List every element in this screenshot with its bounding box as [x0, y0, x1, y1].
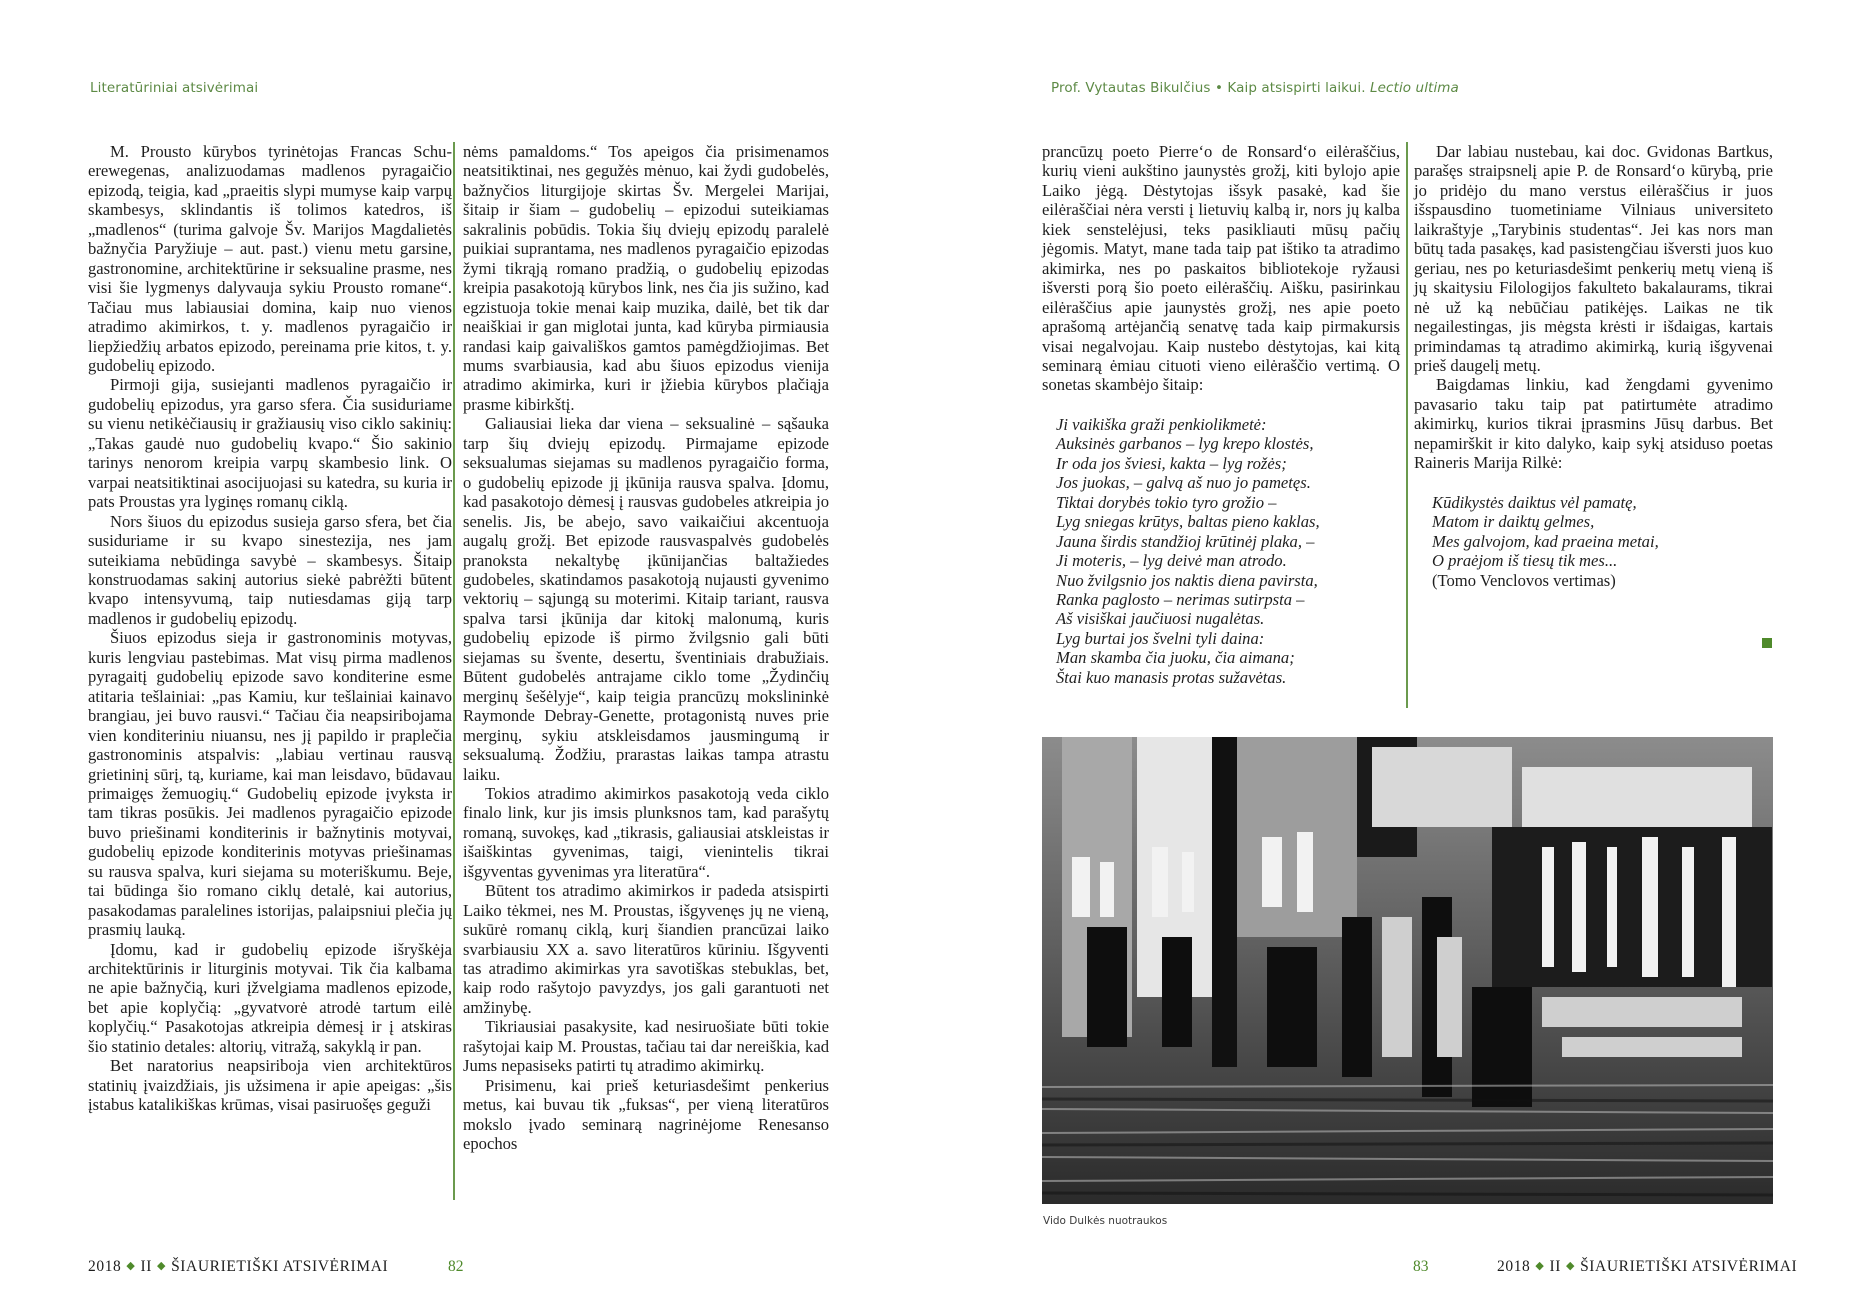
running-head-right: [1051, 80, 1459, 96]
poem-line: Štai kuo manasis protas sužavėtas.: [1056, 667, 1287, 687]
column-2: [463, 142, 829, 1154]
poem-line: Ranka paglosto – nerimas sutirpsta –: [1056, 589, 1305, 609]
poem-line: Matom ir daiktų gelmes,: [1432, 512, 1595, 532]
poem-line: Man skamba čia juoku, čia aimana;: [1056, 648, 1295, 668]
paragraph: Baigdamas linkiu, kad žengdami gyvenimo pavasario taku taip pat patirtumėte atradimo akimirkų, kurios tikrai įprasmins Jūsų darbus. Bet nepamirškit ir kito dalyko, kaip sykį atsiduso poetas Raineris Marija Rilkė:: [1414, 375, 1773, 473]
poem-line: Lyg sniegas krūtys, baltas pieno kaklas,: [1056, 512, 1320, 532]
footer-year: 2018: [88, 1258, 122, 1275]
paragraph: Įdomu, kad ir gudobelių epizode išryškėja architektūrinis ir liturginis motyvai. Tik čia kalbama ne apie bažnyčią, kuri įžvelgiama madlenos epizode, bet apie koplyčią: „gyvatvorė atrodė tartum eilė koplyčių.“ Pasakotojas atkreipia dėmesį ir į atskiras šio statinio detales: altorių, vitražą, sakyklą ir pan.: [88, 939, 452, 1056]
footer-right: [1497, 1258, 1797, 1276]
poem-line: Jauna širdis standžioj krūtinėj plaka, –: [1056, 531, 1315, 551]
poem-line: Aš visiškai jaučiuosi nugalėtas.: [1056, 609, 1265, 629]
poem-line: O praėjom iš tiesų tik mes...: [1432, 551, 1618, 571]
footer-issue: II: [1549, 1258, 1561, 1275]
paragraph: Bet naratorius neapsiriboja vien architektūros statinių įvaizdžiais, jis užsimena ir apie apeigas: „šis įstabus katalikiškas krūmas, visai pasiruošęs geguži: [88, 1056, 452, 1115]
running-head-title: Kaip atsispirti laikui.: [1227, 80, 1366, 96]
left-page: [0, 0, 930, 1316]
paragraph: Dar labiau nustebau, kai doc. Gvidonas Bartkus, parašęs straipsnelį apie P. de Ronsard‘o kūrybą, prie jo pridėjo du mano verstus eilėraščius ir juos išspausdino tuometiniame Vilniaus universiteto laikraštyje „Tarybinis studentas“. Jei kas nors man būtų tada pasakęs, kad pasistengčiau išversti juos kuo geriau, nes po keturiasdešimt penkerių metų vieną iš jų skaitysiu Filologijos fakulteto bakalaurams, tikrai nė už ką nebūčiau patikėjęs. Laikas ne tik negailestingas, jis mėgsta krėsti ir išdaigas, kartais primindamas tą atradimo akimirką, kurią išgyvenai prieš daugelį metų.: [1414, 142, 1773, 375]
poem-line: Tiktai dorybės tokio tyro grožio –: [1056, 492, 1277, 512]
diamond-icon: ◆: [1566, 1260, 1576, 1272]
paragraph: Pirmoji gija, susiejanti madlenos pyragaičio ir gudobelių epizodus, yra garso sfera. Čia susiduriame su vienu netikėčiausių ir gražiausių viso ciklo sakinių: „Takas gaudė nuo gudobelių kvapo.“ Šio sakinio tarinys nenorom kreipia varpų skambesio link. O varpai neatsitiktinai asocijuojasi su katedra, su kuria ir pats Proustas yra lyginęs romanų ciklą.: [88, 375, 452, 512]
poem-line: Auksinės garbanos – lyg krepo klostės,: [1056, 434, 1314, 454]
running-head-title-italic: Lectio ultima: [1370, 80, 1459, 96]
sonnet: [1056, 415, 1400, 687]
paragraph: nėms pamaldoms.“ Tos apeigos čia prisimenamos neatsitiktinai, nes gegužės mėnuo, kai žydi gudobelės, bažnyčios liturgijoje skirtas Šv. Mergelei Marijai, šitaip ir šiam – gudobelių – epizodui suteikiamas sakralinis pobūdis. Tokia šių dviejų epizodų paralelė puikiai suprantama, nes madlenos pyragaičio epizodas žymi tikrąją romano pradžią, o gudobelių epizodas kreipia pasakotoją kūrybos link, nes čia jis sužino, kad egzistuoja tokie menai kaip muzika, dailė, bet tik dar neaiškiai ir gan miglotai junta, kad kūryba pirmiausia randasi kaip gaivališkos gamtos pamėgdžiojimas. Bet mums svarbiausia, kad abu šiuos epizodus vienija atradimo akimirka, kuri ir įžiebia kūrybos plačiąja prasme kibirkštį.: [463, 142, 829, 414]
poem-line: Jos juokas, – galvą aš nuo jo pametęs.: [1056, 473, 1311, 493]
photo-water-reflection: [1042, 737, 1773, 1204]
end-of-article-square-icon: [1762, 638, 1772, 648]
footer-left: [88, 1258, 388, 1276]
poem-line: Ir oda jos šviesi, kakta – lyg rožės;: [1056, 453, 1287, 473]
page-number-left: 82: [448, 1258, 464, 1275]
paragraph: Tikriausiai pasakysite, kad nesiruošiate būti tokie rašytojai kaip M. Proustas, tačiau tai dar nereiškia, kad Jums nepasiseks patirti tų atradimo akimirkų.: [463, 1017, 829, 1076]
paragraph: Būtent tos atradimo akimirkos ir padeda atsispirti Laiko tėkmei, nes M. Proustas, išgyvenęs jų ne vieną, sukūrė romanų ciklą, kurį šiandien prancūzai laiko svarbiausiu XX a. savo literatūros kūriniu. Išgyventi tas atradimo akimirkas yra savotiškas stebuklas, bet, kaip rodo rašytojo pavyzdys, jos gali garantuoti net amžinybę.: [463, 881, 829, 1017]
diamond-icon: ◆: [126, 1260, 136, 1272]
paragraph: Tokios atradimo akimirkos pasakotoją veda ciklo finalo link, kur jis imsis plunksnos tam, kad parašytų romaną, suvokęs, kad „tikrasis, galiausiai atskleistas ir išaiškintas gyvenimas, taigi, vienintelis tikrai išgyventas gyvenimas yra literatūra“.: [463, 783, 829, 881]
column-divider-left: [453, 142, 455, 1200]
poem-line: Nuo žvilgsnio jos naktis diena pavirsta,: [1056, 570, 1318, 590]
paragraph: prancūzų poeto Pierre‘o de Ronsard‘o eilėraščius, kurių vieni aukštino jaunystės grožį, kiti bylojo apie Laiko jėgą. Dėstytojas išsyk pasakė, kad šie eilėraščiai nėra versti į lietuvių kalbą ir, nors jų kalba kiek senstelėjusi, teks pasikliauti mūsų pačių jėgomis. Matyt, mane tada taip pat ištiko ta atradimo akimirka, nes po paskaitos bibliotekoje ryžausi išversti porą šio poeto eilėraščių. Aišku, pasirinkau eilėraščius apie jaunystės grožį, nes apie poeto aprašomą artėjančią senatvę tada kaip pirmakursis visai negalvojau. Kaip nustebo dėstytojas, kai kitą seminarą ėmiau cituoti vieno eilėraščio vertimą. O sonetas skambėjo šitaip:: [1042, 142, 1400, 395]
column-1: [88, 142, 452, 1115]
poem-line: Kūdikystės daiktus vėl pamatę,: [1432, 492, 1637, 512]
paragraph: Galiausiai lieka dar viena – seksualinė – sąšauka tarp šių dviejų epizodų. Pirmajame epizode seksualumas siejamas su madlenos pyragaičio forma, o gudobelių epizode jį įkūnija rausva spalva. Įdomu, kad pasakotojo dėmesį į rausvas gudobeles atkreipia jo senelis. Jis, be abejo, savo vaikaičiui akcentuoja augalų grožį. Bet epizode rausvaspalvės gudobelės pranokstа nekaltybę įkūnijančias baltažiedes gudobeles, skatindamos pasakotoją nujausti gyvenimo vektorių – sąjungą su moterimi. Kitaip tariant, rausva spalva tarsi įkūnija dar kitokį malonumą, kuris gudobelių epizode iš pirmo žvilgsnio gali būti siejamas su švente, desertu, šventiniais drabužiais. Būtent gudobelės antrajame ciklo tome „Žydinčių merginų šešėlyje“, kaip teigia prancūzų mokslininkė Raymonde Debray-Genette, protagonistą nuves prie merginų, sykiu atskleisdamos jausmingumą ir seksualumą. Žodžiu, prarastas laikas tampa atrastu laiku.: [463, 414, 829, 784]
diamond-icon: ◆: [157, 1260, 167, 1272]
paragraph: Šiuos epizodus sieja ir gastronominis motyvas, kuris lengviau pastebimas. Mat visų pirma madlenos pyragaitį gudobelių epizode savo konditerine esme atitaria tešlainiai: „pas Kamiu, kur tešlainiai kainavo brangiau, jei buvo rausvi.“ Tačiau čia neapsiribojama vien konditeriniu niuansu, nes jį papildo ir praplečia gastronominis atspalvis: „labiau vertinau rausvą grietininį sūrį, tą, kuriame, kai man leisdavo, būdavau primaigęs žemuogių.“ Gudobelių epizode įvyksta ir tam tikras posūkis. Jei madlenos pyragaičio epizode buvo priešinami konditerinis ir bažnytinis motyvai, gudobelių epizode konditerinis motyvas priešinamas su rausva spalva, kuri siejama su moteriškumu. Beje, tai būdinga šio romano ciklų detalė, kai autorius, pasakodamas paralelines istorijas, palaipsniui plečia jų prasmių lauką.: [88, 628, 452, 940]
photo-caption: Vido Dulkės nuotraukos: [1043, 1215, 1168, 1227]
page-number-right: 83: [1413, 1258, 1429, 1275]
footer-magazine: ŠIAURIETIŠKI ATSIVĖRIMAI: [1580, 1258, 1798, 1275]
footer-issue: II: [140, 1258, 152, 1275]
translation-credit: (Tomo Venclovos vertimas): [1432, 570, 1616, 590]
running-head-author: Prof. Vytautas Bikulčius: [1051, 80, 1211, 96]
column-3: [1042, 142, 1400, 687]
bullet-icon: •: [1214, 80, 1224, 96]
poem-line: Ji moteris, – lyg deivė man atrodo.: [1056, 551, 1287, 571]
diamond-icon: ◆: [1535, 1260, 1545, 1272]
rilke-quote: [1432, 493, 1773, 590]
running-head-left: Literatūriniai atsivėrimai: [90, 80, 259, 96]
footer-magazine: ŠIAURIETIŠKI ATSIVĖRIMAI: [171, 1258, 389, 1275]
poem-line: Ji vaikiška graži penkiolikmetė:: [1056, 414, 1267, 434]
right-page: [930, 0, 1861, 1316]
footer-year: 2018: [1497, 1258, 1531, 1275]
poem-line: Lyg burtai jos švelni tyli daina:: [1056, 628, 1265, 648]
paragraph: Nors šiuos du epizodus susieja garso sfera, bet čia susiduriame ir su kvapo sinestezija, nes jam suteikiama nebūdinga savybė – skambesys. Šitaip konstruodamas sakinį autorius siekė pabrėžti būtent kvapo intensyvumą, taip nutiesdamas giją tarp madlenos ir gudobelių epizodų.: [88, 511, 452, 628]
column-divider-right: [1406, 142, 1408, 708]
poem-line: Mes galvojom, kad praeina metai,: [1432, 531, 1659, 551]
column-4: [1414, 142, 1773, 590]
paragraph: Prisimenu, kai prieš keturiasdešimt penkerius metus, kai buvau tik „fuksas“, per vieną literatūros mokslo įvado seminarą nagrinėjome Renesanso epochos: [463, 1075, 829, 1154]
paragraph: M. Prousto kūrybos tyrinėtojas Francas Schuerewegenas, analizuodamas madlenos pyragaičio epizodą, teigia, kad „praeitis slypi mumyse kaip varpų skambesys, sklindantis iš tolimos katedros, iš „madlenos“ (turima galvoje Šv. Marijos Magdalietės bažnyčia Paryžiuje – aut. past.) vienu metu garsine, gastronomine, architektūrine ir seksualine prasme, nes visi šie lygmenys dalyvauja sykiu Prousto romane“. Tačiau mus labiausiai domina, kaip nuo vienos atradimo akimirkos, t. y. madlenos pyragaičio ir liepžiedžių arbatos epizodo, pereinama prie kitos, t. y. gudobelių epizodo.: [88, 142, 452, 375]
